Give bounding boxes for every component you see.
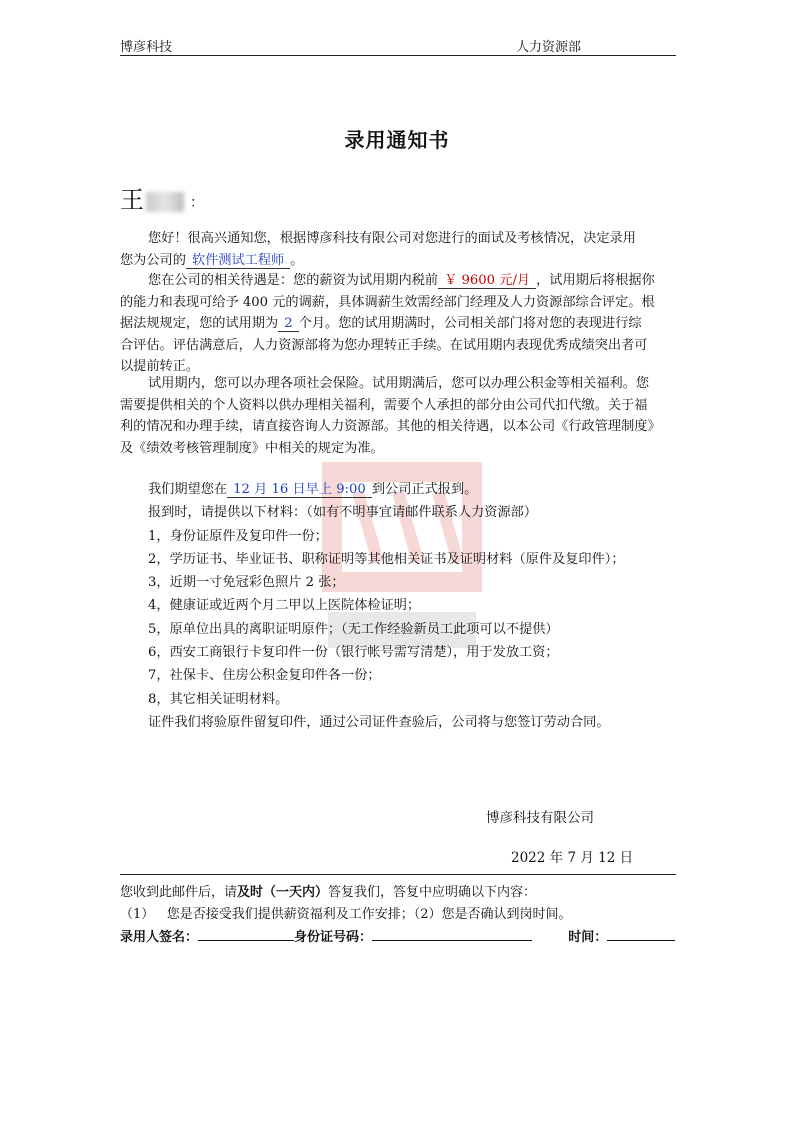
footer-item-text: 您是否接受我们提供薪资福利及工作安排；（2）您是否确认到岗时间。 xyxy=(166,907,572,922)
paragraph-offer-line1: 您好！很高兴通知您，根据博彦科技有限公司对您进行的面试及考核情况，决定录用 xyxy=(148,231,636,246)
header-department: 人力资源部 xyxy=(516,40,582,55)
salary-text-a: 您在公司的相关待遇是：您的薪资为试用期内税前 xyxy=(148,273,439,288)
paragraph-salary xyxy=(120,270,676,378)
list-item: 4，健康证或近两个月二甲以上医院体检证明； xyxy=(148,598,421,614)
footer-deadline: 及时（一天内） xyxy=(237,885,329,900)
signature-date: 2022 年 7 月 12 日 xyxy=(511,850,634,866)
benefits-line1: 试用期内，您可以办理各项社会保险。试用期满后，您可以办理公积金等相关福利。您 xyxy=(148,376,650,391)
footer-sign-line xyxy=(120,926,690,949)
salary-line2: 的能力和表现可给予 400 元的调薪，具体调薪生效需经部门经理及人力资源部综合评定。根 xyxy=(120,294,655,310)
footer-line2 xyxy=(120,904,690,926)
paragraph-offer xyxy=(120,228,676,271)
footer-instructions xyxy=(120,882,690,949)
salary-line5: 以提前转正。 xyxy=(120,359,200,374)
salary-value: ￥ 9600 元/月 xyxy=(438,273,536,289)
list-item: 7，社保卡、住房公积金复印件各一份； xyxy=(148,668,381,684)
paragraph-offer-line2 xyxy=(120,250,676,272)
materials-intro: 报到时，请提供以下材料：（如有不明事宜请邮件联系人力资源部） xyxy=(148,505,538,521)
footer-divider xyxy=(120,874,676,875)
salary-line3 xyxy=(120,313,676,335)
offer-text: 您为公司的 xyxy=(120,252,186,268)
sign-label: 录用人签名： xyxy=(120,930,199,945)
salary-line1 xyxy=(120,270,676,292)
list-item: 1，身份证原件及复印件一份； xyxy=(148,528,328,544)
probation-text-a: 据法规规定，您的试用期为 xyxy=(120,316,279,331)
paragraph-benefits xyxy=(120,373,676,459)
footer-line1 xyxy=(120,882,690,904)
offer-period: 。 xyxy=(290,252,304,268)
benefits-line2: 需要提供相关的个人资料以供办理相关福利，需要个人承担的部分由公司代扣代缴。关于福 xyxy=(120,397,648,413)
signature-company: 博彦科技有限公司 xyxy=(486,810,594,826)
document-title: 录用通知书 xyxy=(344,128,450,152)
header-divider xyxy=(120,55,676,56)
report-suffix: 到公司正式报到。 xyxy=(371,482,478,497)
header-company: 博彦科技 xyxy=(120,40,173,55)
redacted-name xyxy=(146,192,184,212)
report-line xyxy=(148,478,688,501)
report-section xyxy=(148,478,688,734)
recipient-surname: 王 xyxy=(120,186,144,214)
footer-text-c: 答复我们，答复中应明确以下内容： xyxy=(328,885,537,900)
id-label: 身份证号码： xyxy=(294,930,373,945)
recipient-colon: ： xyxy=(190,194,204,211)
report-prefix: 我们期望您在 xyxy=(148,482,228,497)
list-item: 5，原单位出具的离职证明原件；（无工作经验新员工此项可以不提供） xyxy=(148,621,559,637)
sign-blank[interactable] xyxy=(198,926,294,941)
time-blank[interactable] xyxy=(607,926,675,941)
probation-text-b: 个月。您的试用期满时，公司相关部门将对您的表现进行综 xyxy=(298,316,642,331)
closing-line: 证件我们将验原件留复印件，通过公司证件查验后，公司将与您签订劳动合同。 xyxy=(148,714,610,730)
list-item: 3，近期一寸免冠彩色照片 2 张； xyxy=(148,575,345,591)
benefits-line4: 及《绩效考核管理制度》中相关的规定为准。 xyxy=(120,440,384,456)
list-item: 8，其它相关证明材料。 xyxy=(148,691,289,707)
id-blank[interactable] xyxy=(372,926,532,941)
position-value: 软件测试工程师 xyxy=(186,253,290,269)
recipient-greeting xyxy=(120,180,204,215)
list-item: 2，学历证书、毕业证书、职称证明等其他相关证书及证明材料（原件及复印件）； xyxy=(148,551,625,567)
time-label: 时间： xyxy=(568,930,608,945)
salary-text-b: ，试用期后将根据你 xyxy=(536,273,655,288)
probation-value: 2 xyxy=(278,316,298,332)
footer-text-a: 您收到此邮件后，请 xyxy=(120,885,238,900)
benefits-line3: 利的情况和办理手续，请直接咨询人力资源部。其他的相关待遇，以本公司《行政管理制度》 xyxy=(120,419,661,434)
report-date: 12 月 16 日早上 9:00 xyxy=(227,482,372,498)
list-item: 6，西安工商银行卡复印件一份（银行帐号需写清楚），用于发放工资； xyxy=(148,645,559,661)
footer-item-num: （1） xyxy=(120,907,155,922)
salary-line4: 合评估。评估满意后，人力资源部将为您办理转正手续。在试用期内表现优秀成绩突出者可 xyxy=(120,337,648,353)
